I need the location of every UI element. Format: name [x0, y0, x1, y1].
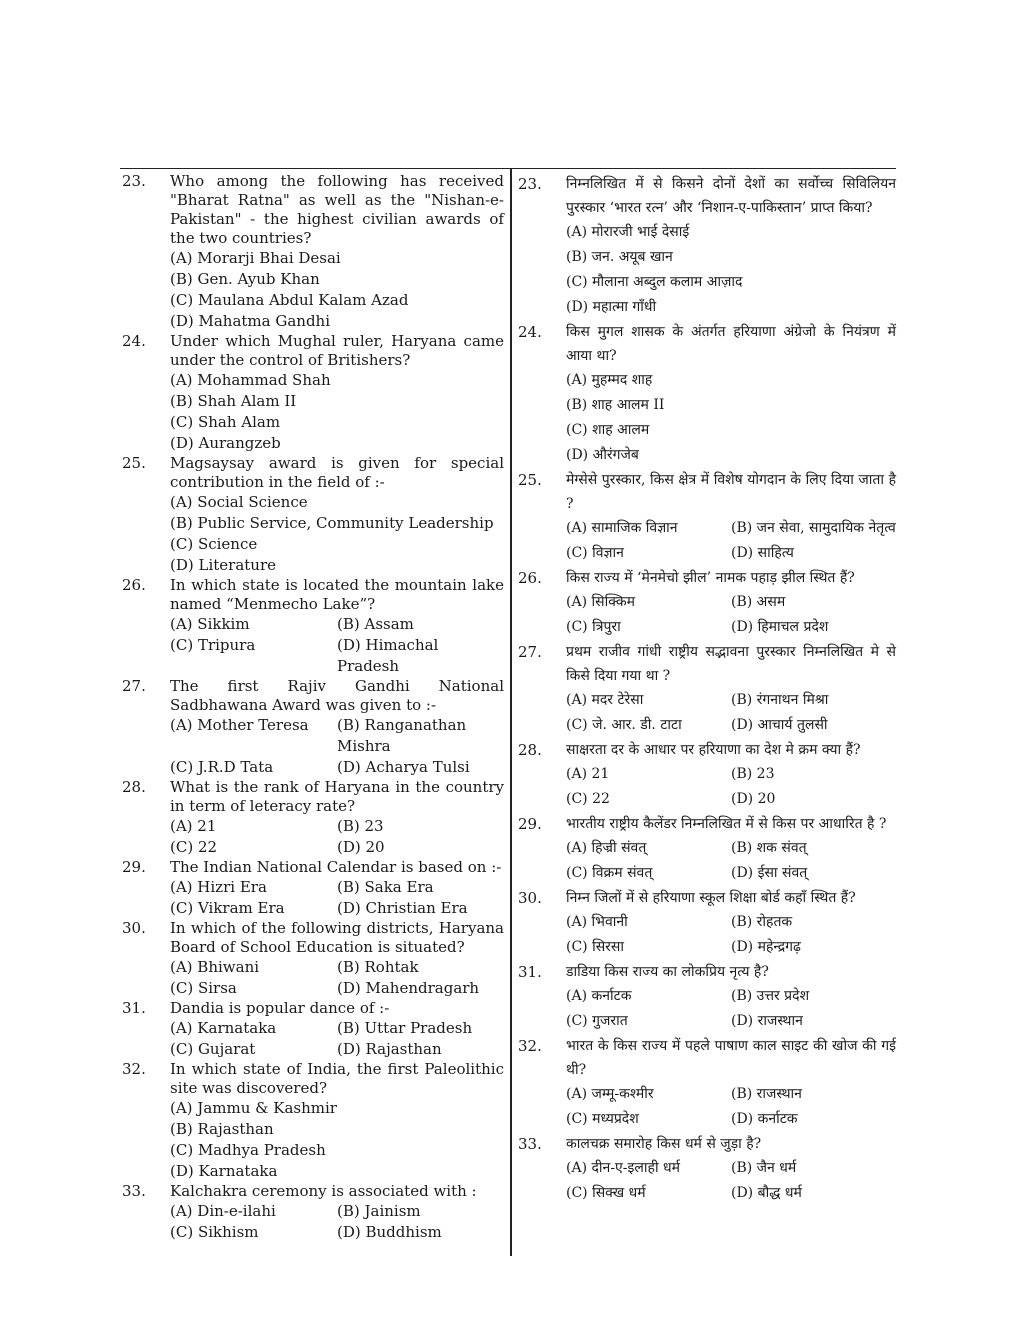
question-number: 29.	[518, 815, 542, 833]
option: (A) 21	[566, 766, 610, 782]
option: (B) Saka Era	[337, 878, 434, 896]
question-number: 31.	[122, 999, 146, 1017]
question-number: 28.	[518, 741, 542, 759]
option: (C) मध्यप्रदेश	[566, 1111, 639, 1127]
question-body	[170, 576, 504, 677]
option: (C) Sirsa	[170, 979, 237, 997]
option: (B) 23	[337, 817, 384, 835]
option-list	[170, 1098, 504, 1182]
option: (B) Shah Alam II	[170, 392, 297, 410]
question-number: 27.	[518, 643, 542, 661]
question-body	[566, 468, 896, 566]
option: (A) मुहम्मद शाह	[566, 372, 653, 388]
option: (C) Vikram Era	[170, 899, 285, 917]
question-hi-33	[518, 1132, 896, 1206]
option: (B) Rohtak	[337, 958, 419, 976]
question-body	[566, 1034, 896, 1132]
question-number: 26.	[518, 569, 542, 587]
option: (D) राजस्थान	[731, 1013, 803, 1029]
question-en-29	[122, 858, 504, 919]
option: (D) कर्नाटक	[731, 1111, 798, 1127]
option-list	[566, 1156, 896, 1206]
question-text: In which state is located the mountain lake named “Menmecho Lake”?	[170, 576, 504, 613]
question-body	[170, 919, 504, 999]
option: (A) 21	[170, 817, 217, 835]
option: (B) शाह आलम II	[566, 397, 665, 413]
question-number: 24.	[518, 323, 542, 341]
option: (B) उत्तर प्रदेश	[731, 988, 810, 1004]
option: (D) Mahendragarh	[337, 979, 480, 997]
option: (A) मदर टेरेसा	[566, 692, 644, 708]
question-number: 32.	[122, 1060, 146, 1078]
option: (B) Public Service, Community Leadership	[170, 514, 494, 532]
option: (C) Sikhism	[170, 1223, 259, 1241]
option: (D) Himachal Pradesh	[337, 636, 439, 675]
question-en-28	[122, 778, 504, 858]
question-body	[566, 1132, 896, 1206]
question-text: Magsaysay award is given for special contribution in the field of :-	[170, 454, 504, 491]
hindi-column	[518, 172, 896, 1206]
option: (B) जन. अयूब खान	[566, 249, 673, 265]
option-list	[170, 957, 504, 999]
question-en-26	[122, 576, 504, 677]
option: (B) Ranganathan Mishra	[337, 716, 467, 755]
option: (B) Jainism	[337, 1202, 421, 1220]
question-hi-25	[518, 468, 896, 566]
option-list	[566, 836, 896, 886]
option: (D) महेन्द्रगढ़	[731, 939, 801, 955]
option: (A) Mohammad Shah	[170, 371, 331, 389]
option: (A) भिवानी	[566, 914, 628, 930]
option: (B) असम	[731, 594, 786, 610]
option: (C) त्रिपुरा	[566, 619, 621, 635]
question-body	[566, 566, 896, 640]
question-body	[566, 640, 896, 738]
question-en-25	[122, 454, 504, 576]
question-number: 23.	[122, 172, 146, 190]
option: (B) Assam	[337, 615, 414, 633]
question-text: Who among the following has received "Bharat Ratna" as well as the "Nishan-e-Pakistan" - the highest civilian awards of the two countries?	[170, 172, 504, 247]
question-body	[170, 677, 504, 778]
option: (C) विज्ञान	[566, 545, 624, 561]
question-body	[170, 858, 504, 919]
question-text: किस मुगल शासक के अंतर्गत हरियाणा अंग्रेजो के नियंत्रण में आया था?	[566, 324, 896, 364]
option: (C) 22	[566, 791, 610, 807]
question-number: 27.	[122, 677, 146, 695]
option-list	[566, 1082, 896, 1132]
option: (C) Madhya Pradesh	[170, 1141, 326, 1159]
question-body	[566, 738, 896, 812]
option: (C) 22	[170, 838, 218, 856]
question-text: साक्षरता दर के आधार पर हरियाणा का देश मे क्रम क्या हैं?	[566, 742, 861, 758]
option-list	[170, 715, 504, 778]
option: (D) 20	[731, 791, 776, 807]
option-list	[566, 516, 896, 566]
question-hi-26	[518, 566, 896, 640]
option: (D) Mahatma Gandhi	[170, 312, 331, 330]
question-number: 25.	[122, 454, 146, 472]
option-list	[566, 910, 896, 960]
option: (A) सामाजिक विज्ञान	[566, 520, 678, 536]
option: (C) विक्रम संवत्	[566, 865, 653, 881]
question-text: भारतीय राष्ट्रीय कैलेंडर निम्नलिखित में से किस पर आधारित है ?	[566, 816, 887, 832]
column-divider	[510, 168, 512, 1256]
option: (A) Sikkim	[170, 615, 250, 633]
option-list	[170, 492, 504, 576]
option: (B) रोहतक	[731, 914, 793, 930]
question-text: The Indian National Calendar is based on :-	[170, 858, 502, 876]
option: (A) Bhiwani	[170, 958, 260, 976]
question-number: 28.	[122, 778, 146, 796]
option: (C) Tripura	[170, 636, 256, 654]
question-number: 24.	[122, 332, 146, 350]
question-hi-27	[518, 640, 896, 738]
question-body	[170, 1060, 504, 1182]
option: (D) ईसा संवत्	[731, 865, 808, 881]
option: (C) सिक्ख धर्म	[566, 1185, 646, 1201]
option: (D) Literature	[170, 556, 277, 574]
question-en-27	[122, 677, 504, 778]
option-list	[170, 1018, 504, 1060]
option: (C) शाह आलम	[566, 422, 650, 438]
question-text: Under which Mughal ruler, Haryana came under the control of Britishers?	[170, 332, 504, 369]
question-body	[566, 812, 896, 886]
option-list	[170, 877, 504, 919]
option: (A) दीन-ए-इलाही धर्म	[566, 1160, 681, 1176]
option: (B) राजस्थान	[731, 1086, 802, 1102]
option: (D) 20	[337, 838, 385, 856]
option: (D) Buddhism	[337, 1223, 442, 1241]
option: (D) Acharya Tulsi	[337, 758, 470, 776]
question-body	[170, 1182, 504, 1243]
question-text: निम्नलिखित में से किसने दोनों देशों का सर्वोच्च सिविलियन पुरस्कार ‘भारत रत्न’ और ‘निशान-ए-पाकिस्तान’ प्राप्त किया?	[566, 176, 896, 216]
question-body	[566, 320, 896, 468]
option: (C) Science	[170, 535, 258, 553]
question-body	[566, 886, 896, 960]
option: (D) साहित्य	[731, 545, 794, 561]
option: (C) Maulana Abdul Kalam Azad	[170, 291, 409, 309]
question-text: कालचक्र समारोह किस धर्म से जुड़ा है?	[566, 1136, 762, 1152]
question-hi-32	[518, 1034, 896, 1132]
option: (A) Mother Teresa	[170, 716, 309, 734]
question-text: What is the rank of Haryana in the country in term of leteracy rate?	[170, 778, 504, 815]
option: (C) Shah Alam	[170, 413, 281, 431]
option: (D) औरंगजेब	[566, 447, 639, 463]
option: (A) हिज्री संवत्	[566, 840, 647, 856]
option: (A) Social Science	[170, 493, 308, 511]
option: (B) जन सेवा, सामुदायिक नेतृत्व	[731, 520, 896, 536]
option: (A) सिक्किम	[566, 594, 635, 610]
option: (A) कर्नाटक	[566, 988, 632, 1004]
option: (B) जैन धर्म	[731, 1160, 797, 1176]
option-list	[170, 614, 504, 677]
option: (D) Christian Era	[337, 899, 468, 917]
option-list	[170, 816, 504, 858]
question-text: Kalchakra ceremony is associated with :	[170, 1182, 477, 1200]
question-body	[170, 454, 504, 576]
option: (A) Hizri Era	[170, 878, 267, 896]
option: (D) महात्मा गाँधी	[566, 299, 657, 315]
question-text: In which state of India, the first Paleolithic site was discovered?	[170, 1060, 504, 1097]
top-rule	[120, 168, 896, 169]
question-number: 30.	[518, 889, 542, 907]
question-text: प्रथम राजीव गांधी राष्ट्रीय सद्भावना पुरस्कार निम्नलिखित मे से किसे दिया गया था ?	[566, 644, 896, 684]
option: (A) Din-e-ilahi	[170, 1202, 276, 1220]
question-en-31	[122, 999, 504, 1060]
english-column	[122, 172, 504, 1243]
option-list	[566, 762, 896, 812]
option: (A) जम्मू-कश्मीर	[566, 1086, 654, 1102]
question-hi-23	[518, 172, 896, 320]
question-number: 29.	[122, 858, 146, 876]
question-body	[170, 999, 504, 1060]
option: (A) मोरारजी भाई देसाई	[566, 224, 690, 240]
option: (A) Karnataka	[170, 1019, 277, 1037]
option: (D) आचार्य तुलसी	[731, 717, 828, 733]
option-list	[566, 220, 896, 320]
option: (A) Morarji Bhai Desai	[170, 249, 341, 267]
option: (B) शक संवत्	[731, 840, 807, 856]
option-list	[566, 984, 896, 1034]
option: (C) गुजरात	[566, 1013, 628, 1029]
option: (A) Jammu & Kashmir	[170, 1099, 337, 1117]
question-number: 31.	[518, 963, 542, 981]
question-text: भारत के किस राज्य में पहले पाषाण काल साइट की खोज की गई थी?	[566, 1038, 896, 1078]
question-hi-30	[518, 886, 896, 960]
question-en-33	[122, 1182, 504, 1243]
question-text: In which of the following districts, Haryana Board of School Education is situated?	[170, 919, 504, 956]
option-list	[170, 248, 504, 332]
option-list	[566, 688, 896, 738]
option: (B) Gen. Ayub Khan	[170, 270, 320, 288]
option: (D) Aurangzeb	[170, 434, 281, 452]
question-en-30	[122, 919, 504, 999]
question-number: 23.	[518, 175, 542, 193]
question-body	[566, 960, 896, 1034]
question-text: The first Rajiv Gandhi National Sadbhawana Award was given to :-	[170, 677, 504, 714]
option: (B) Uttar Pradesh	[337, 1019, 473, 1037]
option: (D) Karnataka	[170, 1162, 278, 1180]
question-number: 25.	[518, 471, 542, 489]
question-number: 30.	[122, 919, 146, 937]
option-list	[170, 370, 504, 454]
option-list	[566, 368, 896, 468]
question-hi-29	[518, 812, 896, 886]
question-hi-24	[518, 320, 896, 468]
question-text: निम्न जिलों में से हरियाणा स्कूल शिक्षा बोर्ड कहाँ स्थित हैं?	[566, 890, 856, 906]
option: (C) जे. आर. डी. टाटा	[566, 717, 682, 733]
question-number: 26.	[122, 576, 146, 594]
option: (B) 23	[731, 766, 775, 782]
option-list	[566, 590, 896, 640]
question-body	[170, 778, 504, 858]
option: (C) Gujarat	[170, 1040, 256, 1058]
question-body	[170, 172, 504, 332]
option: (C) J.R.D Tata	[170, 758, 274, 776]
option: (D) Rajasthan	[337, 1040, 442, 1058]
option: (D) बौद्ध धर्म	[731, 1185, 802, 1201]
question-hi-31	[518, 960, 896, 1034]
question-number: 33.	[518, 1135, 542, 1153]
question-en-23	[122, 172, 504, 332]
question-text: Dandia is popular dance of :-	[170, 999, 390, 1017]
option: (B) Rajasthan	[170, 1120, 274, 1138]
option: (D) हिमाचल प्रदेश	[731, 619, 829, 635]
option: (C) मौलाना अब्दुल कलाम आज़ाद	[566, 274, 743, 290]
question-body	[170, 332, 504, 454]
question-hi-28	[518, 738, 896, 812]
option: (C) सिरसा	[566, 939, 624, 955]
option-list	[170, 1201, 504, 1243]
question-text: मेग्सेसे पुरस्कार, किस क्षेत्र में विशेष योगदान के लिए दिया जाता है ?	[566, 472, 896, 512]
question-body	[566, 172, 896, 320]
option: (B) रंगनाथन मिश्रा	[731, 692, 829, 708]
question-en-32	[122, 1060, 504, 1182]
question-number: 33.	[122, 1182, 146, 1200]
question-text: डाडिया किस राज्य का लोकप्रिय नृत्य है?	[566, 964, 769, 980]
question-number: 32.	[518, 1037, 542, 1055]
question-en-24	[122, 332, 504, 454]
question-text: किस राज्य में ‘मेनमेचो झील’ नामक पहाड़ झील स्थित हैं?	[566, 570, 855, 586]
